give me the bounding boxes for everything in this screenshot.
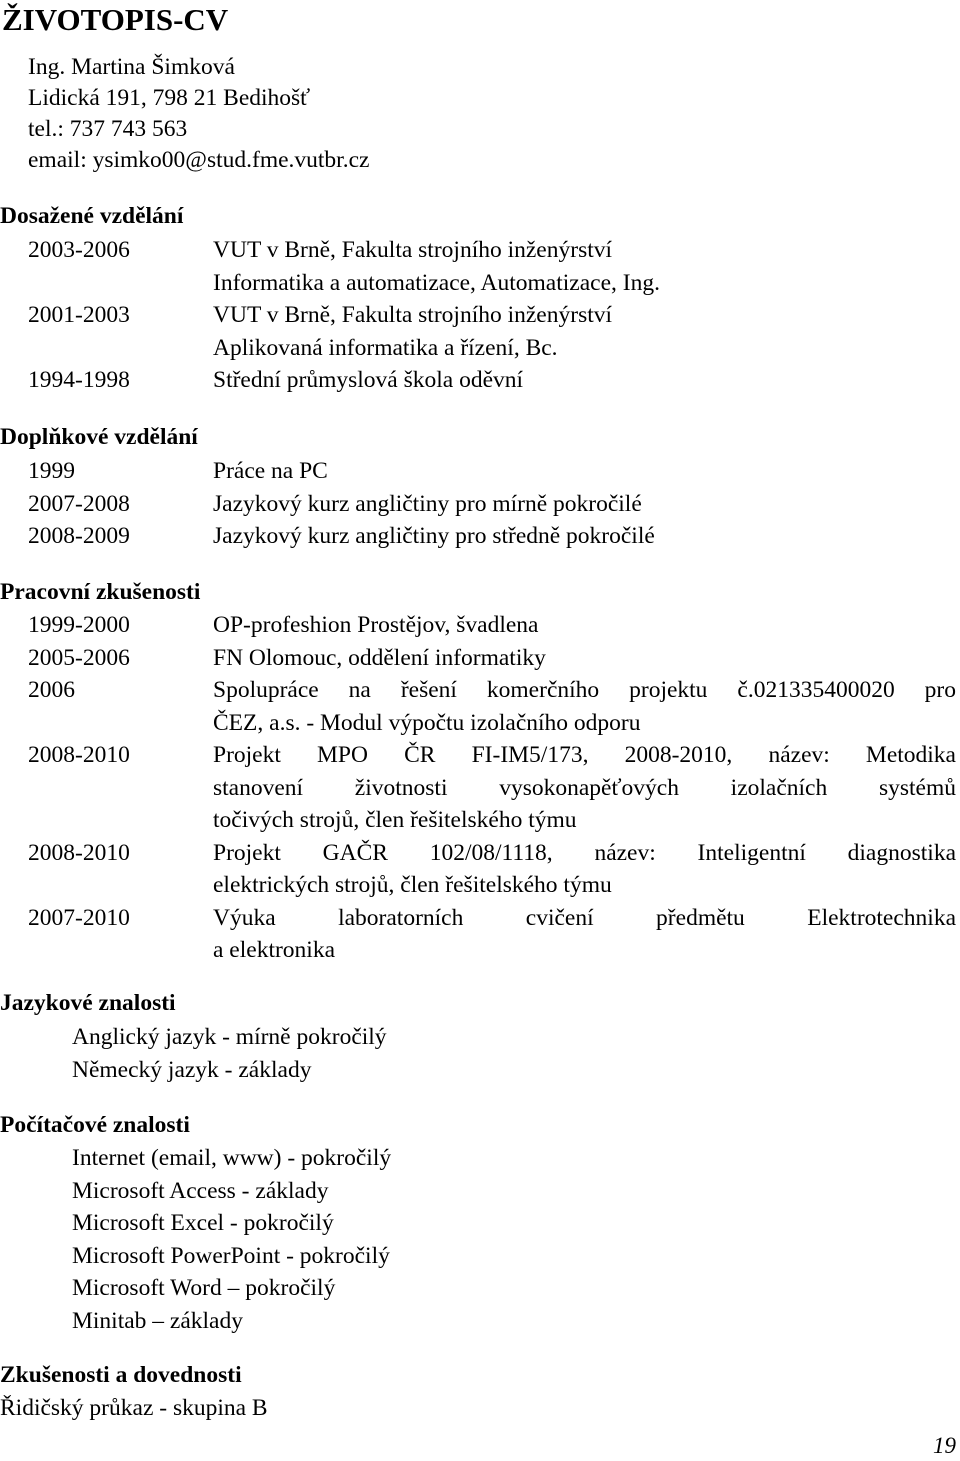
work-years: 2008-2010: [28, 742, 130, 768]
education-heading: Dosažené vzdělání: [0, 203, 184, 229]
work-years: 2007-2010: [28, 904, 130, 931]
course-name: Práce na PC: [213, 458, 328, 484]
additional-education-row: [28, 520, 956, 553]
work-description-line: Projekt GAČR 102/08/1118, název: Inteligentní diagnostika: [213, 839, 956, 866]
computer-skill-item: Microsoft Word – pokročilý: [72, 1275, 336, 1301]
education-school: VUT v Brně, Fakulta strojního inženýrství: [213, 302, 613, 328]
education-years: 2003-2006: [28, 237, 130, 263]
additional-education-row: [28, 455, 956, 488]
work-description-line: Výuka laboratorních cvičení předmětu Elektrotechnika: [213, 904, 956, 931]
work-row: [28, 837, 956, 902]
languages-list: [72, 1021, 387, 1086]
work-description-line: elektrických strojů, člen řešitelského týmu: [213, 872, 612, 898]
contact-email: email: ysimko00@stud.fme.vutbr.cz: [28, 147, 370, 173]
work-years: 2005-2006: [28, 644, 130, 671]
work-description-line: ČEZ, a.s. - Modul výpočtu izolačního odporu: [213, 709, 641, 736]
language-item: Německý jazyk - základy: [72, 1056, 312, 1083]
computer-skill-item: Internet (email, www) - pokročilý: [72, 1145, 392, 1171]
education-years: 1994-1998: [28, 367, 130, 393]
education-school: VUT v Brně, Fakulta strojního inženýrství: [213, 237, 613, 263]
work-description-line: a elektronika: [213, 937, 336, 963]
contact-address: Lidická 191, 798 21 Bedihošť: [28, 85, 311, 111]
education-years: 2001-2003: [28, 302, 130, 328]
course-years: 2008-2009: [28, 523, 130, 549]
work-row: [28, 739, 956, 837]
work-years: 2008-2010: [28, 839, 130, 866]
work-description: OP-profeshion Prostějov, švadlena: [213, 612, 539, 638]
work-description-line: točivých strojů, člen řešitelského týmu: [213, 807, 577, 833]
course-name: Jazykový kurz angličtiny pro středně pokročilé: [213, 523, 655, 549]
computer-skill-item: Microsoft PowerPoint - pokročilý: [72, 1242, 390, 1269]
work-row: [28, 674, 956, 739]
work-description-line: Spolupráce na řešení komerčního projektu č.021335400020 pro: [213, 677, 956, 703]
education-row: [28, 234, 956, 299]
computer-skill-item: Microsoft Excel - pokročilý: [72, 1210, 334, 1236]
language-item: Anglický jazyk - mírně pokročilý: [72, 1024, 387, 1050]
education-row: [28, 364, 956, 397]
education-school: Střední průmyslová škola oděvní: [213, 367, 524, 393]
education-field: Aplikovaná informatika a řízení, Bc.: [213, 334, 558, 361]
work-list: [28, 609, 956, 967]
contact-phone: tel.: 737 743 563: [28, 116, 188, 142]
contact-block: [28, 52, 369, 176]
education-field: Informatika a automatizace, Automatizace, Ing.: [213, 269, 660, 296]
work-row: [28, 642, 956, 675]
work-description: FN Olomouc, oddělení informatiky: [213, 644, 546, 671]
work-description-line: stanovení životnosti vysokonapěťových izolačních systémů: [213, 774, 956, 801]
work-heading: Pracovní zkušenosti: [0, 579, 201, 605]
work-row: [28, 902, 956, 967]
languages-heading: Jazykové znalosti: [0, 990, 176, 1016]
page-number: 19: [933, 1433, 956, 1458]
work-years: 2006: [28, 677, 75, 703]
work-description-line: Projekt MPO ČR FI-IM5/173, 2008-2010, název: Metodika: [213, 742, 956, 768]
computer-skill-item: Minitab – základy: [72, 1307, 243, 1334]
additional-education-list: [28, 455, 956, 553]
skills-heading: Zkušenosti a dovednosti: [0, 1362, 242, 1388]
work-row: [28, 609, 956, 642]
computer-skills-heading: Počítačové znalosti: [0, 1112, 190, 1138]
course-years: 1999: [28, 458, 75, 484]
education-list: [28, 234, 956, 397]
work-years: 1999-2000: [28, 612, 130, 638]
additional-education-row: [28, 488, 956, 521]
course-name: Jazykový kurz angličtiny pro mírně pokročilé: [213, 490, 642, 517]
course-years: 2007-2008: [28, 490, 130, 517]
driving-licence: Řidičský průkaz - skupina B: [0, 1395, 268, 1421]
document-title: ŽIVOTOPIS-CV: [2, 2, 229, 37]
additional-education-heading: Doplňkové vzdělání: [0, 424, 198, 450]
contact-name: Ing. Martina Šimková: [28, 54, 235, 80]
education-row: [28, 299, 956, 364]
computer-skill-item: Microsoft Access - základy: [72, 1177, 329, 1204]
computer-skills-list: [72, 1142, 391, 1337]
